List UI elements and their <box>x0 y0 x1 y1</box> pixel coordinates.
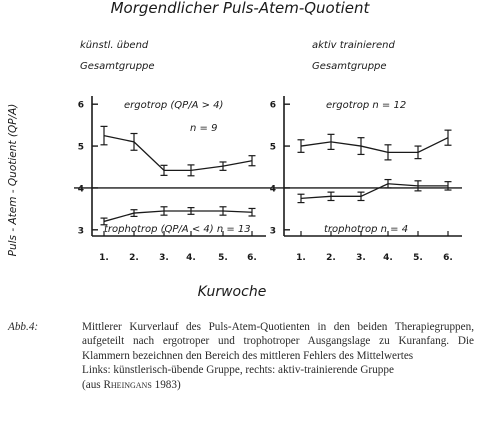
left-series-1-line <box>104 136 252 171</box>
left-y-tick-label: 4 <box>77 184 84 195</box>
caption-paragraph-3 <box>82 378 474 392</box>
right-series-1-label: ergotrop n = 12 <box>326 100 407 111</box>
caption-body <box>82 320 474 392</box>
caption-paragraph-1: Mittlerer Kurverlauf des Puls-Atem-Quotienten in den beiden Therapiegruppen, aufgeteilt nach ergotroper und trophotroper Ausgangslage zu Kuranfang. Die Klammern bezeichnen den Bereich des mittleren Fehlers des Mittelwertes <box>82 321 474 362</box>
y-axis-label: Puls - Atem - Quotient (QP/A) <box>7 103 19 257</box>
right-x-tick-label: 5. <box>413 253 423 263</box>
left-series-1-label: ergotrop (QP/A > 4) <box>124 100 224 111</box>
caption-source-author: Rheingans <box>103 378 152 391</box>
right-series-2-label: trophotrop n = 4 <box>324 224 409 235</box>
figure-title: Morgendlicher Puls-Atem-Quotient <box>110 0 370 17</box>
right-x-tick-label: 6. <box>443 253 453 263</box>
left-x-tick-label: 3. <box>159 253 169 263</box>
left-y-tick-label: 5 <box>77 142 84 153</box>
right-panel-group-line1: aktiv trainierend <box>312 40 395 51</box>
left-x-tick-label: 4. <box>186 253 196 263</box>
left-panel <box>74 40 266 263</box>
right-panel-group-line2: Gesamtgruppe <box>312 61 387 72</box>
right-x-tick-label: 3. <box>356 253 366 263</box>
caption-paragraph-2: Links: künstlerisch-übende Gruppe, rechts: aktiv-trainierende Gruppe <box>82 364 394 377</box>
right-y-tick-label: 5 <box>269 142 276 153</box>
right-x-tick-label: 2. <box>326 253 336 263</box>
right-x-tick-label: 4. <box>383 253 393 263</box>
right-y-tick-label: 6 <box>269 100 276 111</box>
x-axis-label: Kurwoche <box>197 284 267 300</box>
right-x-tick-label: 1. <box>296 253 306 263</box>
right-series-1-line <box>301 138 448 153</box>
left-x-tick-label: 1. <box>99 253 109 263</box>
left-x-tick-label: 2. <box>129 253 139 263</box>
left-x-tick-label: 6. <box>247 253 257 263</box>
right-y-tick-label: 3 <box>269 226 276 237</box>
left-series-1-n-label: n = 9 <box>190 123 218 134</box>
left-panel-group-line2: Gesamtgruppe <box>80 61 155 72</box>
left-x-tick-label: 5. <box>218 253 228 263</box>
right-series-2-line <box>301 184 448 199</box>
left-y-tick-label: 3 <box>77 226 84 237</box>
right-y-tick-label: 4 <box>269 184 276 195</box>
caption-label: Abb.4: <box>8 321 39 333</box>
caption-source-suffix: 1983) <box>151 378 181 391</box>
left-panel-group-line1: künstl. übend <box>80 40 149 51</box>
left-y-tick-label: 6 <box>77 100 84 111</box>
caption-source-prefix: (aus <box>82 378 104 391</box>
figure-caption <box>8 320 474 392</box>
right-panel <box>266 40 462 263</box>
left-series-2-label: trophotrop (QP/A < 4) n = 13 <box>104 224 251 235</box>
left-series-2-line <box>104 211 252 221</box>
